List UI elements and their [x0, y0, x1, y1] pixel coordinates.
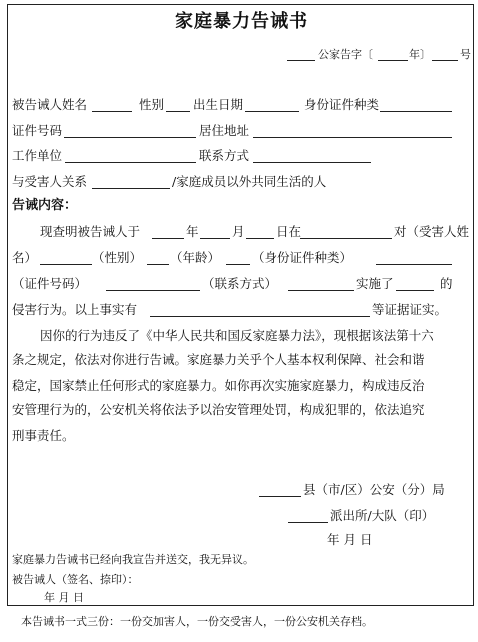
violence-type-field[interactable] — [396, 290, 434, 291]
doc-year-suffix: 年〕 — [409, 48, 431, 61]
id-number-label: 证件号码 — [12, 123, 63, 138]
contact-label: 联系方式 — [199, 148, 250, 163]
victim-idtype-field[interactable] — [376, 264, 452, 265]
relation-field[interactable] — [92, 188, 170, 189]
document-title: 家庭暴力告诫书 — [175, 11, 308, 32]
body-day: 日在 — [276, 224, 302, 239]
station-field[interactable] — [288, 522, 328, 523]
id-type-field[interactable] — [380, 111, 452, 112]
acknowledge-line1: 家庭暴力告诫书已经向我宣告并送交，我无异议。 — [12, 553, 254, 566]
bureau-label: 县（市/区）公安（分）局 — [303, 482, 445, 497]
body-month: 月 — [232, 224, 245, 239]
evidence-field[interactable] — [150, 316, 370, 317]
body-idnum-label: （证件号码） — [12, 276, 88, 291]
relation-suffix: /家庭成员以外共同生活的人 — [172, 174, 327, 189]
body-name-label: 名） — [12, 250, 38, 265]
id-type-label: 身份证件种类 — [304, 97, 380, 112]
paragraph2-line4: 安管理行为的，公安机关将依法予以治安管理处罚，构成犯罪的，依法追究 — [12, 402, 425, 417]
incident-year-field[interactable] — [152, 238, 184, 239]
birth-date-label: 出生日期 — [193, 97, 244, 112]
work-unit-field[interactable] — [65, 162, 196, 163]
incident-month-field[interactable] — [200, 238, 230, 239]
name-label: 被告诫人姓名 — [12, 97, 88, 112]
county-field[interactable] — [259, 496, 301, 497]
body-line1-start: 现查明被告诫人于 — [40, 224, 141, 239]
body-idtype-label: （身份证件种类） — [252, 250, 353, 265]
incident-place-field[interactable] — [300, 238, 392, 239]
body-contact-label: （联系方式） — [202, 276, 278, 291]
body-age-label: （年龄） — [170, 250, 221, 265]
body-gender-label: （性别） — [92, 250, 143, 265]
body-facts-label: 侵害行为。以上事实有 — [12, 302, 138, 317]
body-year: 年 — [186, 224, 199, 239]
gender-label: 性别 — [139, 97, 165, 112]
victim-name-field[interactable] — [40, 264, 92, 265]
footer-note: 本告诫书一式三份：一份交加害人，一份交受害人，一份公安机关存档。 — [21, 615, 373, 628]
paragraph2-line5: 刑事责任。 — [12, 428, 75, 443]
doc-number-prefix: 公家告字〔 — [318, 48, 373, 61]
body-line1-end: 对（受害人姓 — [394, 224, 470, 239]
doc-number-blank[interactable] — [287, 60, 315, 61]
body-evidence-end: 等证据证实。 — [372, 302, 448, 317]
signature-date: 年 月 日 — [327, 532, 373, 547]
address-label: 居住地址 — [199, 123, 250, 138]
relation-label: 与受害人关系 — [12, 174, 88, 189]
body-implemented: 实施了 — [356, 276, 394, 291]
content-heading: 告诫内容： — [12, 198, 78, 213]
acknowledge-line2: 被告诫人（签名、捺印）： — [12, 573, 139, 586]
paragraph2-line3: 稳定，国家禁止任何形式的家庭暴力。如你再次实施家庭暴力，构成违反治 — [12, 378, 425, 393]
doc-year-blank[interactable] — [378, 60, 408, 61]
paragraph2-line2: 条之规定，依法对你进行告诫。家庭暴力关乎个人基本权利保障、社会和谐 — [12, 352, 425, 367]
incident-day-field[interactable] — [246, 238, 274, 239]
victim-contact-field[interactable] — [288, 290, 354, 291]
gender-field[interactable] — [166, 111, 190, 112]
victim-age-field[interactable] — [226, 264, 250, 265]
acknowledge-date: 年 月 日 — [44, 591, 84, 604]
station-label: 派出所/大队（印） — [330, 508, 435, 523]
victim-idnum-field[interactable] — [106, 290, 200, 291]
paragraph2-line1: 因你的行为违反了《中华人民共和国反家庭暴力法》，现根据该法第十六 — [40, 328, 434, 343]
birth-date-field[interactable] — [245, 111, 299, 112]
doc-serial-blank[interactable] — [432, 60, 458, 61]
name-field[interactable] — [92, 111, 132, 112]
contact-field[interactable] — [253, 162, 371, 163]
victim-gender-field[interactable] — [147, 264, 169, 265]
id-number-field[interactable] — [64, 137, 196, 138]
body-de: 的 — [440, 276, 453, 291]
address-field[interactable] — [253, 137, 452, 138]
doc-number-end: 号 — [460, 48, 471, 61]
work-unit-label: 工作单位 — [12, 148, 63, 163]
